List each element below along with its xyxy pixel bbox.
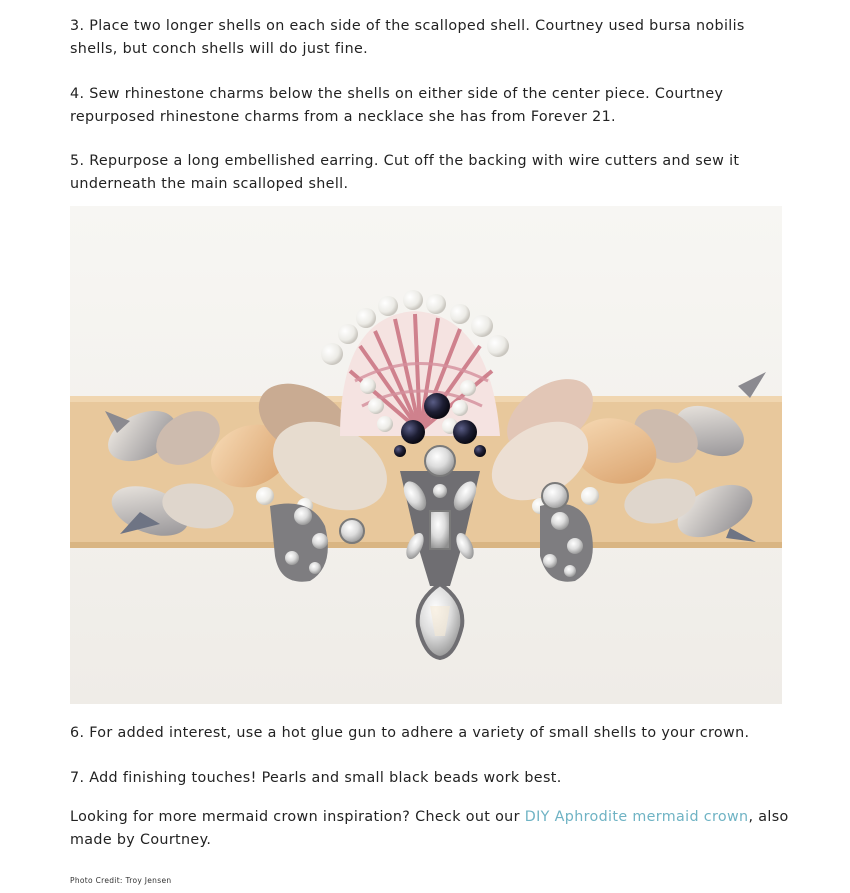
more-inspiration-paragraph (70, 806, 790, 851)
more-inspiration-text: Looking for more mermaid crown inspiration? Check out our (70, 809, 525, 825)
step-5-text: 5. Repurpose a long embellished earring. Cut off the backing with wire cutters and sew it underneath the main scalloped shell. (70, 153, 740, 192)
step-3-text: 3. Place two longer shells on each side of the scalloped shell. Courtney used bursa nobilis shells, but conch shells will do just fine. (70, 18, 745, 57)
aphrodite-crown-link[interactable]: DIY Aphrodite mermaid crown (524, 809, 749, 825)
crown-illustration (70, 206, 782, 704)
step-7-text: 7. Add finishing touches! Pearls and small black beads work best. (70, 770, 562, 786)
step-4-text: 4. Sew rhinestone charms below the shells on either side of the center piece. Courtney repurposed rhinestone charms from a necklace she has from Forever 21. (70, 86, 724, 125)
step-6-text: 6. For added interest, use a hot glue gun to adhere a variety of small shells to your crown. (70, 725, 750, 741)
photo-credit: Photo Credit: Troy Jensen (70, 876, 172, 885)
more-inspiration-tail: , also made by Courtney. (70, 809, 789, 848)
mermaid-crown-photo (70, 206, 782, 704)
